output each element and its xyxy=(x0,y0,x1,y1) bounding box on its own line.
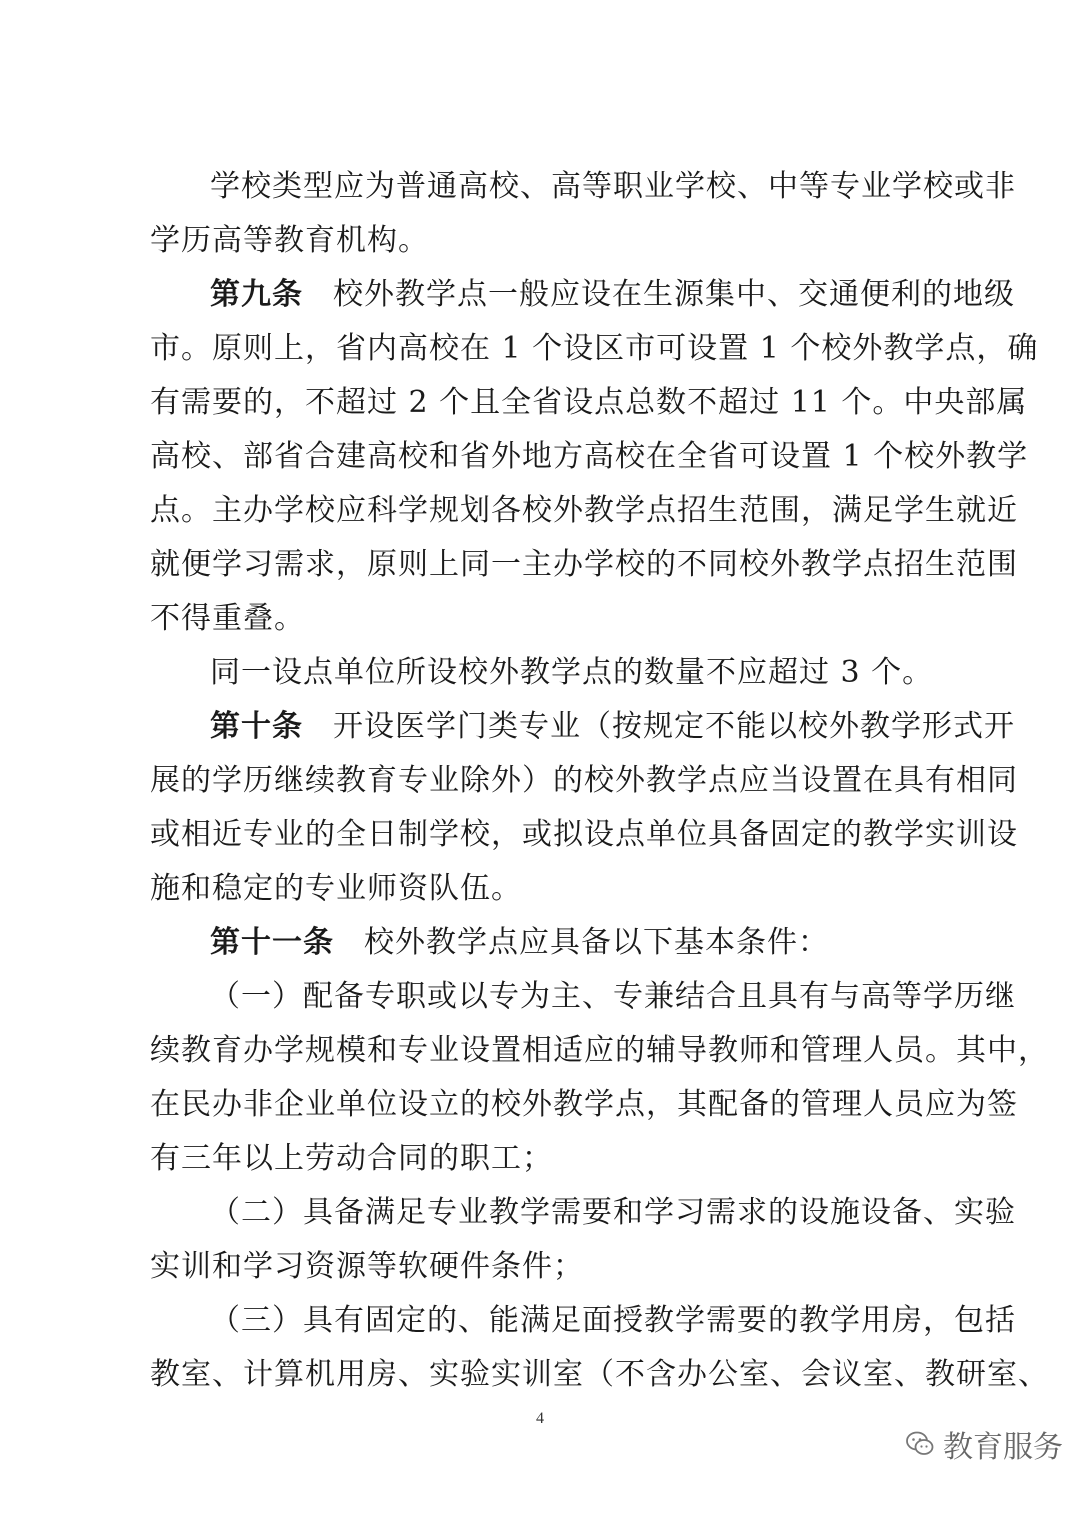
text-line: 有三年以上劳动合同的职工； xyxy=(150,1141,553,1176)
text-line: 市。原则上，省内高校在 1 个设区市可设置 1 个校外教学点，确 xyxy=(150,331,1039,366)
text-line: 教室、计算机用房、实验实训室（不含办公室、会议室、教研室、 xyxy=(150,1357,1049,1392)
text-line: （三）具有固定的、能满足面授教学需要的教学用房，包括 xyxy=(210,1303,1016,1338)
article-11-title: 第十一条 xyxy=(210,925,334,960)
text-line: 施和稳定的专业师资队伍。 xyxy=(150,871,522,906)
wechat-icon xyxy=(905,1429,935,1459)
text-line: 实训和学习资源等软硬件条件； xyxy=(150,1249,584,1284)
text-line: 校外教学点应具备以下基本条件： xyxy=(364,925,829,960)
text-line: 不得重叠。 xyxy=(150,601,305,636)
page-number: 4 xyxy=(536,1410,544,1427)
article-10-line xyxy=(210,700,1015,754)
text-line: 续教育办学规模和专业设置相适应的辅导教师和管理人员。其中， xyxy=(150,1033,1049,1068)
text-line: 高校、部省合建高校和省外地方高校在全省可设置 1 个校外教学 xyxy=(150,439,1029,474)
article-9-title: 第九条 xyxy=(210,277,303,312)
text-line: 或相近专业的全日制学校，或拟设点单位具备固定的教学实训设 xyxy=(150,817,1018,852)
text-line: 学历高等教育机构。 xyxy=(150,223,429,258)
text-line: 就便学习需求，原则上同一主办学校的不同校外教学点招生范围 xyxy=(150,547,1018,582)
article-10-title: 第十条 xyxy=(210,709,303,744)
text-line: （一）配备专职或以专为主、专兼结合且具有与高等学历继 xyxy=(210,979,1016,1014)
text-line: 开设医学门类专业（按规定不能以校外教学形式开 xyxy=(333,709,1015,744)
text-line: 点。主办学校应科学规划各校外教学点招生范围，满足学生就近 xyxy=(150,493,1018,528)
article-11-line xyxy=(210,916,960,970)
text-line: 同一设点单位所设校外教学点的数量不应超过 3 个。 xyxy=(210,655,934,690)
watermark xyxy=(905,1424,1063,1464)
text-line: 展的学历继续教育专业除外）的校外教学点应当设置在具有相同 xyxy=(150,763,1018,798)
text-line: 有需要的，不超过 2 个且全省设点总数不超过 11 个。中央部属 xyxy=(150,385,1028,420)
text-line: 学校类型应为普通高校、高等职业学校、中等专业学校或非 xyxy=(210,169,1016,204)
text-line: 校外教学点一般应设在生源集中、交通便利的地级 xyxy=(333,277,1015,312)
text-line: 在民办非企业单位设立的校外教学点，其配备的管理人员应为签 xyxy=(150,1087,1018,1122)
article-9-line xyxy=(210,268,1015,322)
text-line: （二）具备满足专业教学需要和学习需求的设施设备、实验 xyxy=(210,1195,1016,1230)
watermark-text: 教育服务 xyxy=(943,1430,1063,1465)
